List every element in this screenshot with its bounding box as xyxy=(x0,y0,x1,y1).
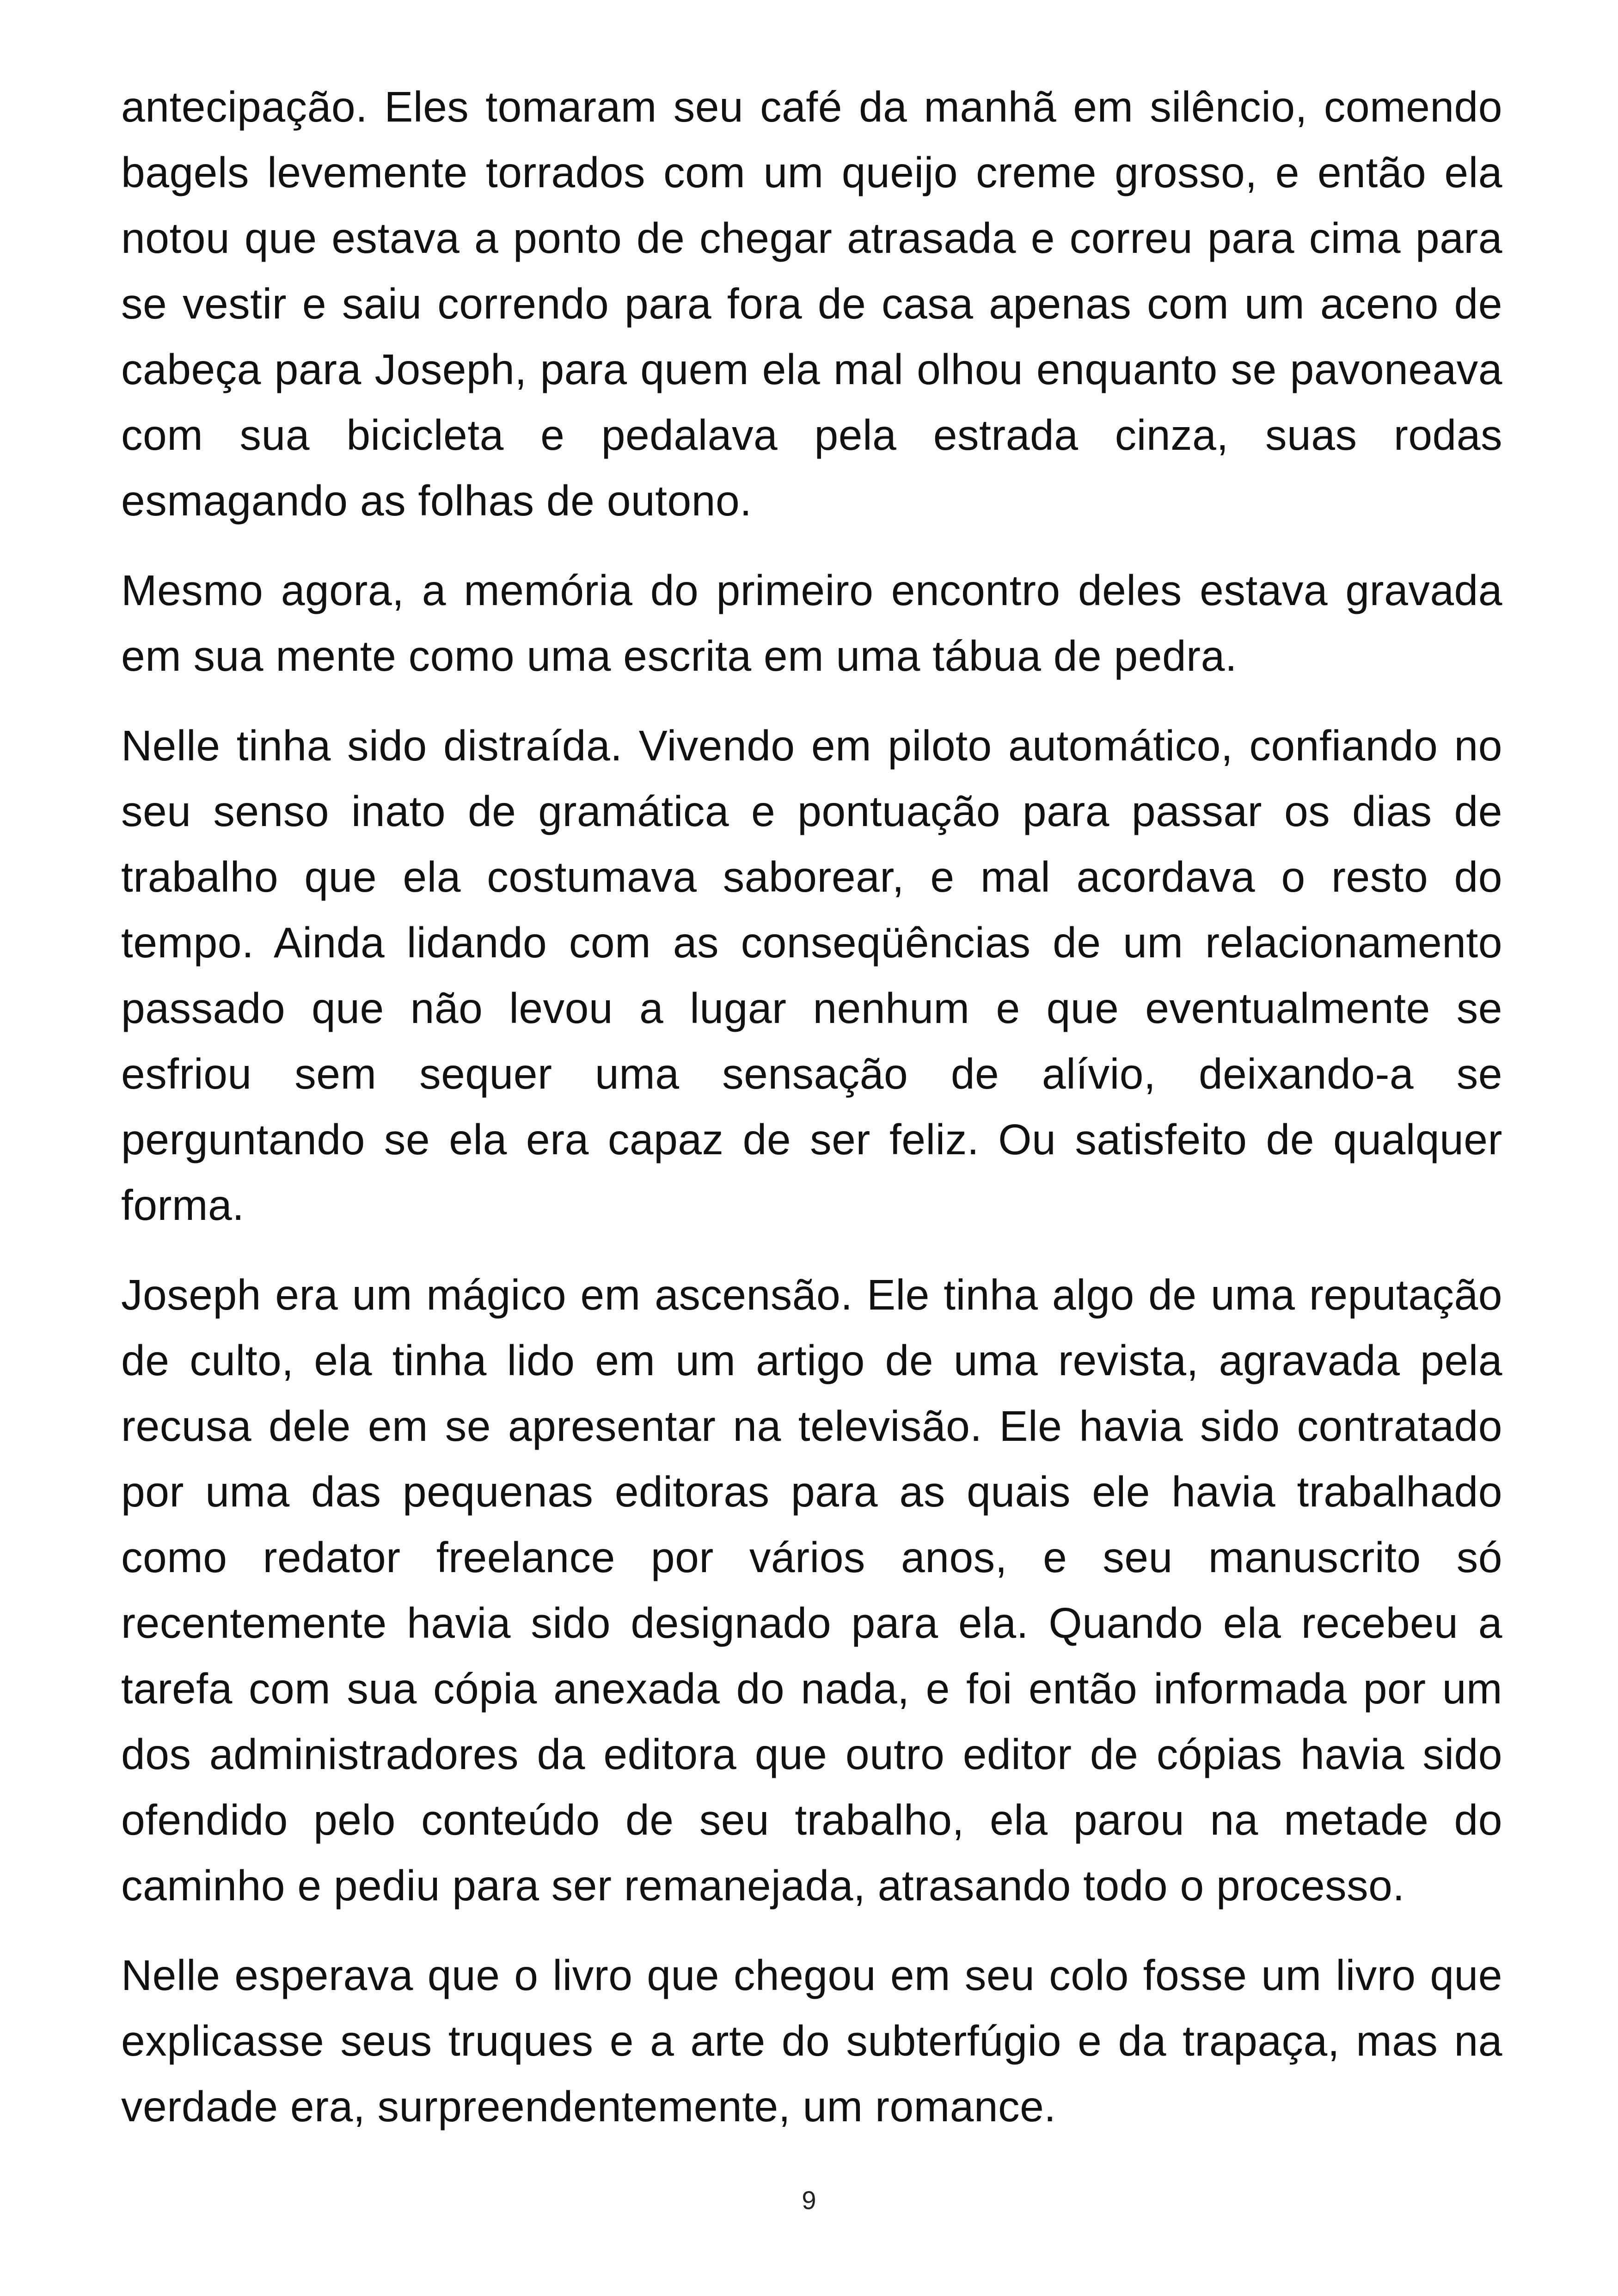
page-number: 9 xyxy=(802,2186,816,2215)
paragraph-2: Mesmo agora, a memória do primeiro encontro deles estava gravada em sua mente como uma escrita em uma tábua de pedra. xyxy=(121,566,1502,680)
paragraph-3: Nelle tinha sido distraída. Vivendo em piloto automático, confiando no seu senso inato de gramática e pontuação para passar os dias de trabalho que ela costumava saborear, e mal acordava o resto do tempo. Ainda lidando com as conseqüências de um relacionamento passado que não levou a lugar nenhum e que eventualmente se esfriou sem sequer uma sensação de alívio, deixando-a se perguntando se ela era capaz de ser feliz. Ou satisfeito de qualquer forma. xyxy=(121,722,1502,1229)
body-text xyxy=(121,74,1502,2163)
paragraph-1: antecipação. Eles tomaram seu café da manhã em silêncio, comendo bagels levemente torrados com um queijo creme grosso, e então ela notou que estava a ponto de chegar atrasada e correu para cima para se vestir e saiu correndo para fora de casa apenas com um aceno de cabeça para Joseph, para quem ela mal olhou enquanto se pavoneava com sua bicicleta e pedalava pela estrada cinza, suas rodas esmagando as folhas de outono. xyxy=(121,83,1502,525)
paragraph-5: Nelle esperava que o livro que chegou em seu colo fosse um livro que explicasse seus truques e a arte do subterfúgio e da trapaça, mas na verdade era, surpreendentemente, um romance. xyxy=(121,1951,1502,2131)
paragraph-4: Joseph era um mágico em ascensão. Ele tinha algo de uma reputação de culto, ela tinha lido em um artigo de uma revista, agravada pela recusa dele em se apresentar na televisão. Ele havia sido contratado por uma das pequenas editoras para as quais ele havia trabalhado como redator freelance por vários anos, e seu manuscrito só recentemente havia sido designado para ela. Quando ela recebeu a tarefa com sua cópia anexada do nada, e foi então informada por um dos administradores da editora que outro editor de cópias havia sido ofendido pelo conteúdo de seu trabalho, ela parou na metade do caminho e pediu para ser remanejada, atrasando todo o processo. xyxy=(121,1271,1502,1910)
